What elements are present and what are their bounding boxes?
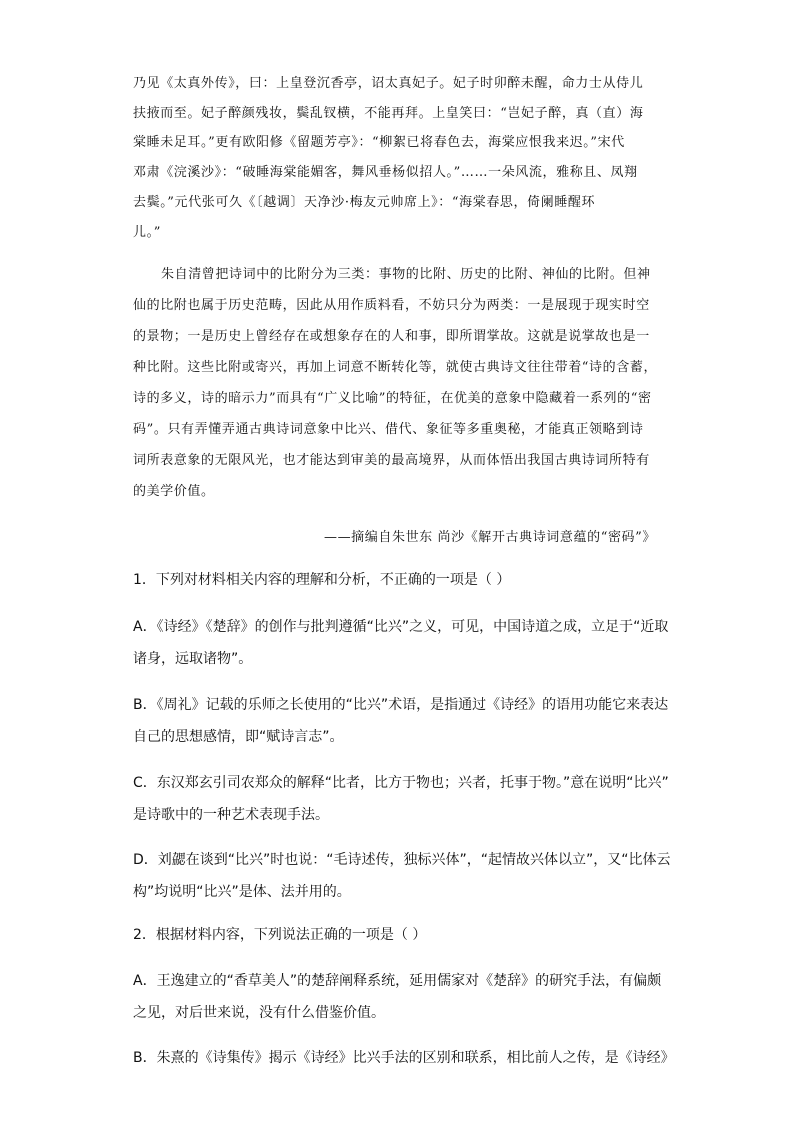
passage-line: 乃见《太真外传》，曰：上皇登沉香亭，诏太真妃子。妃子时卯醉未醒，命力士从侍儿: [133, 76, 644, 91]
passage-line: 去鬓。”元代张可久《〔越调〕天净沙·梅友元帅席上》：“海棠春思，倚阑睡醒环: [133, 195, 596, 210]
option-a-cont: 诸身，远取诸物”。: [133, 651, 253, 667]
passage-line: 的美学价值。: [133, 484, 215, 499]
question-stem: 2．根据材料内容，下列说法正确的一项是（ ）: [133, 927, 427, 943]
passage-line: 的景物；一是历史上曾经存在或想象存在的人和事，即所谓掌故。这就是说掌故也是一: [133, 329, 650, 344]
option-b: B．《周礼》记载的乐师之长使用的“比兴”术语，是指通过《诗经》的语用功能它来表达: [133, 697, 669, 713]
passage-line: 种比附。这些比附或寄兴，再加上词意不断转化等，就使古典诗文往往带着“诗的含蓄，: [133, 360, 658, 375]
option-b: B．朱熹的《诗集传》揭示《诗经》比兴手法的区别和联系，相比前人之传，是《诗经》: [133, 1050, 675, 1066]
option-b-cont: 自己的思想感情，即“赋诗言志”。: [133, 729, 344, 745]
option-a: A．王逸建立的“香草美人”的楚辞阐释系统，延用儒家对《楚辞》的研究手法，有偏颇: [133, 973, 662, 989]
passage-source: ——摘编自朱世东 尚沙《解开古典诗词意蕴的“密码”》: [323, 530, 656, 545]
option-c-cont: 是诗歌中的一种艺术表现手法。: [133, 807, 329, 823]
option-c: C．东汉郑玄引司农郑众的解释“比者，比方于物也；兴者，托事于物。”意在说明“比兴”: [133, 775, 669, 791]
passage-line: 朱自清曾把诗词中的比附分为三类：事物的比附、历史的比附、神仙的比附。但神: [161, 267, 651, 282]
option-d: D．刘勰在谈到“比兴”时也说：“毛诗述传，独标兴体”，“起情故兴体以立”，又“比体云: [133, 852, 671, 868]
passage-line: 码”。只有弄懂弄通古典诗词意象中比兴、借代、象征等多重奥秘，才能真正领略到诗: [133, 422, 644, 437]
passage-line: 扶掖而至。妃子醉颜残妆，鬓乱钗横，不能再拜。上皇笑曰：“岂妃子醉，真（直）海: [133, 106, 644, 121]
passage-line: 棠睡未足耳。”更有欧阳修《留题芳亭》：“柳絮已将春色去，海棠应恨我来迟。”宋代: [133, 135, 625, 150]
option-a-cont: 之见，对后世来说，没有什么借鉴价值。: [133, 1005, 385, 1021]
passage-line: 仙的比附也属于历史范畴，因此从用作质料看，不妨只分为两类：一是展现于现实时空: [133, 298, 650, 313]
passage-line: 邓肃《浣溪沙》：“破睡海棠能媚客，舞风垂杨似招人。”……一朵风流，雅称且、凤翔: [133, 165, 638, 180]
question-stem: 1．下列对材料相关内容的理解和分析，不正确的一项是（ ）: [133, 572, 511, 588]
option-a: A．《诗经》《楚辞》的创作与批判遵循“比兴”之义，可见，中国诗道之成，立足于“近取: [133, 619, 669, 635]
passage-line: 儿。”: [133, 225, 161, 240]
passage-line: 诗的多义，诗的暗示力”而具有“广义比喻”的特征，在优美的意象中隐藏着一系列的“密: [133, 391, 652, 406]
option-d-cont: 构”均说明“比兴”是体、法并用的。: [133, 884, 351, 900]
passage-line: 词所表意象的无限风光，也才能达到审美的最高境界，从而体悟出我国古典诗词所特有: [133, 453, 650, 468]
